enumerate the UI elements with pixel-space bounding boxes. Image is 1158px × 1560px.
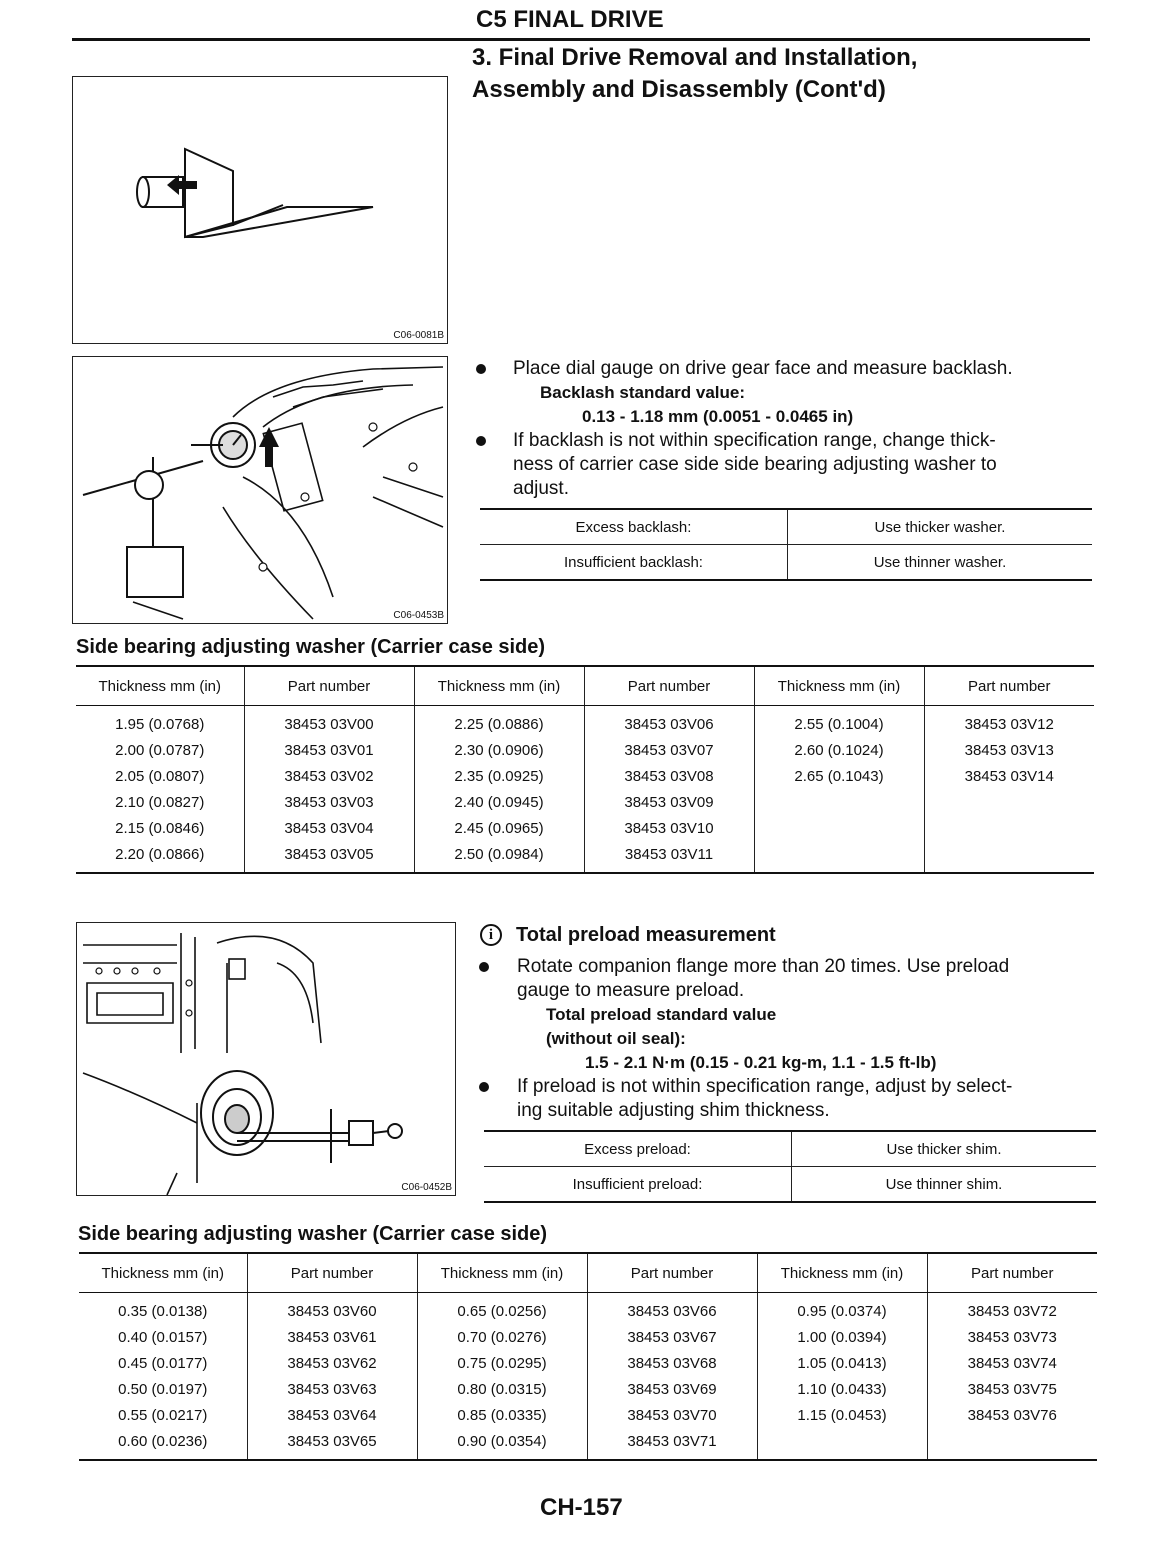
table-cell: 1.15 (0.0453) xyxy=(757,1402,927,1428)
table-cell xyxy=(757,1428,927,1460)
backlash-note xyxy=(513,429,997,501)
table-row xyxy=(484,1167,1096,1203)
table-cell: 38453 03V02 xyxy=(244,763,414,789)
table-row xyxy=(79,1428,1097,1460)
table-cell: 1.05 (0.0413) xyxy=(757,1350,927,1376)
table-cell: 38453 03V67 xyxy=(587,1324,757,1350)
preload-table xyxy=(484,1130,1096,1203)
table-cell: 38453 03V10 xyxy=(584,815,754,841)
column-header: Thickness mm (in) xyxy=(76,666,244,706)
table-cell: 38453 03V68 xyxy=(587,1350,757,1376)
table-cell: 2.20 (0.0866) xyxy=(76,841,244,873)
action-cell: Use thinner shim. xyxy=(792,1167,1097,1203)
table-cell: 0.55 (0.0217) xyxy=(118,1406,208,1424)
column-header: Part number xyxy=(927,1253,1097,1293)
table-cell: 38453 03V05 xyxy=(244,841,414,873)
washer-table-2 xyxy=(79,1252,1097,1461)
companion-flange-icon xyxy=(201,1071,273,1155)
preload-note-line2: ing suitable adjusting shim thickness. xyxy=(517,1100,830,1121)
table-cell: 38453 03V03 xyxy=(244,789,414,815)
table-cell: 0.35 (0.0138) xyxy=(118,1302,208,1320)
figure-preload-gauge xyxy=(76,922,456,1196)
table-row xyxy=(480,545,1092,581)
table-cell: 2.15 (0.0846) xyxy=(115,819,205,837)
table-cell: 0.80 (0.0315) xyxy=(417,1376,587,1402)
table-cell: 38453 03V11 xyxy=(584,841,754,873)
column-header: Thickness mm (in) xyxy=(417,1253,587,1293)
backlash-note-line1: If backlash is not within specification range, change thick- xyxy=(513,430,996,451)
table-header-row xyxy=(76,666,1094,706)
table-row xyxy=(76,763,1094,789)
table-row xyxy=(76,737,1094,763)
figure-code: C06-0453B xyxy=(393,610,444,621)
table-cell: 0.95 (0.0374) xyxy=(757,1293,927,1325)
table-cell: 0.65 (0.0256) xyxy=(417,1293,587,1325)
preload-std-label-line1: Total preload standard value xyxy=(546,1005,777,1024)
table-cell: 1.00 (0.0394) xyxy=(757,1324,927,1350)
table-cell: 0.40 (0.0157) xyxy=(118,1328,208,1346)
page-title-line2: Assembly and Disassembly (Cont'd) xyxy=(472,76,886,103)
column-header: Thickness mm (in) xyxy=(414,666,584,706)
bullet xyxy=(479,962,489,972)
action-cell: Use thicker shim. xyxy=(792,1131,1097,1167)
preload-instruction-line1: Rotate companion flange more than 20 times. Use preload xyxy=(517,956,1010,977)
table-cell: 38453 03V72 xyxy=(927,1293,1097,1325)
preload-note xyxy=(517,1075,1012,1123)
table-cell: 1.10 (0.0433) xyxy=(757,1376,927,1402)
page-number: CH-157 xyxy=(540,1494,623,1521)
table1-heading: Side bearing adjusting washer (Carrier case side) xyxy=(76,636,546,658)
table-cell: 2.50 (0.0984) xyxy=(414,841,584,873)
action-cell: Use thinner washer. xyxy=(788,545,1093,581)
condition-cell: Insufficient backlash: xyxy=(480,545,788,581)
table-cell: 38453 03V60 xyxy=(247,1293,417,1325)
table-cell: 2.55 (0.1004) xyxy=(754,706,924,738)
column-header: Part number xyxy=(584,666,754,706)
table-cell xyxy=(927,1428,1097,1460)
direction-diagram xyxy=(73,77,447,343)
backlash-note-line3: adjust. xyxy=(513,478,569,499)
table-cell: 38453 03V13 xyxy=(924,737,1094,763)
table-cell: 2.00 (0.0787) xyxy=(115,741,205,759)
preload-instruction-line2: gauge to measure preload. xyxy=(517,980,745,1001)
bullet xyxy=(476,436,486,446)
table-header-row xyxy=(79,1253,1097,1293)
table-cell: 38453 03V71 xyxy=(587,1428,757,1460)
page-title xyxy=(472,42,917,106)
table-cell: 38453 03V12 xyxy=(924,706,1094,738)
column-header: Thickness mm (in) xyxy=(754,666,924,706)
table-cell: 38453 03V61 xyxy=(247,1324,417,1350)
page-title-line1: 3. Final Drive Removal and Installation, xyxy=(472,44,918,71)
magnetic-base-icon xyxy=(83,445,223,597)
table-row xyxy=(484,1131,1096,1167)
table-cell: 38453 03V07 xyxy=(584,737,754,763)
table-row xyxy=(79,1376,1097,1402)
table-cell: 38453 03V62 xyxy=(247,1350,417,1376)
table-cell: 0.60 (0.0236) xyxy=(79,1428,247,1460)
preload-std-label xyxy=(546,1003,776,1051)
table-row xyxy=(76,789,1094,815)
preload-std-value: 1.5 - 2.1 N·m (0.15 - 0.21 kg-m, 1.1 - 1.5 ft-lb) xyxy=(585,1053,937,1072)
table-cell: 38453 03V08 xyxy=(584,763,754,789)
table-cell: 2.10 (0.0827) xyxy=(115,793,205,811)
table-cell xyxy=(754,789,924,815)
condition-cell: Insufficient preload: xyxy=(484,1167,792,1203)
bullet xyxy=(476,364,486,374)
header-rule xyxy=(72,38,1090,41)
table-row xyxy=(79,1293,1097,1325)
table-cell: 38453 03V63 xyxy=(247,1376,417,1402)
table-row xyxy=(79,1350,1097,1376)
backlash-std-label: Backlash standard value: xyxy=(540,383,746,402)
dial-gauge-illustration xyxy=(73,357,447,623)
table-cell: 2.60 (0.1024) xyxy=(754,737,924,763)
table-cell xyxy=(754,841,924,873)
preload-gauge-illustration xyxy=(77,923,455,1195)
table-cell: 38453 03V09 xyxy=(584,789,754,815)
table-cell: 2.30 (0.0906) xyxy=(414,737,584,763)
table-row xyxy=(76,841,1094,873)
table-cell: 0.45 (0.0177) xyxy=(118,1354,208,1372)
figure-code: C06-0452B xyxy=(401,1182,452,1193)
washer-table-1 xyxy=(76,665,1094,874)
condition-cell: Excess backlash: xyxy=(575,518,692,536)
table-cell: 0.75 (0.0295) xyxy=(417,1350,587,1376)
backlash-std-value: 0.13 - 1.18 mm (0.0051 - 0.0465 in) xyxy=(582,407,854,426)
preload-instruction xyxy=(517,955,1009,1003)
column-header: Part number xyxy=(587,1253,757,1293)
table-cell: 38453 03V65 xyxy=(247,1428,417,1460)
condition-cell: Excess preload: xyxy=(584,1140,691,1158)
action-cell: Use thicker washer. xyxy=(788,509,1093,545)
table-cell: 38453 03V74 xyxy=(927,1350,1097,1376)
figure-direction-schematic xyxy=(72,76,448,344)
info-circle-label: i xyxy=(488,927,494,943)
table-cell xyxy=(924,815,1094,841)
figure-code: C06-0081B xyxy=(393,330,444,341)
column-header: Part number xyxy=(247,1253,417,1293)
table-row xyxy=(79,1402,1097,1428)
table-cell: 38453 03V70 xyxy=(587,1402,757,1428)
table-cell xyxy=(924,841,1094,873)
section-title: C5 FINAL DRIVE xyxy=(476,6,664,33)
backlash-table xyxy=(480,508,1092,581)
table-cell: 0.50 (0.0197) xyxy=(118,1380,208,1398)
table-cell: 38453 03V76 xyxy=(927,1402,1097,1428)
backlash-instruction: Place dial gauge on drive gear face and measure backlash. xyxy=(513,358,1013,379)
preload-note-line1: If preload is not within specification range, adjust by select- xyxy=(517,1076,1013,1097)
table-cell: 2.05 (0.0807) xyxy=(115,767,205,785)
table-cell: 2.65 (0.1043) xyxy=(754,763,924,789)
preload-heading: Total preload measurement xyxy=(516,924,776,946)
table-cell: 2.40 (0.0945) xyxy=(414,789,584,815)
column-header: Thickness mm (in) xyxy=(757,1253,927,1293)
table-cell: 1.95 (0.0768) xyxy=(115,715,205,733)
table-row xyxy=(76,706,1094,738)
info-circle-icon xyxy=(480,924,502,946)
table-cell: 2.25 (0.0886) xyxy=(414,706,584,738)
table-cell: 38453 03V01 xyxy=(244,737,414,763)
bullet xyxy=(479,1082,489,1092)
column-header: Part number xyxy=(924,666,1094,706)
table-cell: 38453 03V66 xyxy=(587,1293,757,1325)
table-cell: 38453 03V00 xyxy=(244,706,414,738)
table-cell: 38453 03V06 xyxy=(584,706,754,738)
table-cell xyxy=(754,815,924,841)
table-row xyxy=(76,815,1094,841)
table-row xyxy=(79,1324,1097,1350)
table-cell: 38453 03V14 xyxy=(924,763,1094,789)
backlash-note-line2: ness of carrier case side side bearing adjusting washer to xyxy=(513,454,997,475)
table-cell: 0.85 (0.0335) xyxy=(417,1402,587,1428)
table-cell: 38453 03V64 xyxy=(247,1402,417,1428)
table-cell: 38453 03V75 xyxy=(927,1376,1097,1402)
table-cell: 2.35 (0.0925) xyxy=(414,763,584,789)
table-row xyxy=(480,509,1092,545)
column-header: Part number xyxy=(244,666,414,706)
column-header: Thickness mm (in) xyxy=(79,1253,247,1293)
table2-heading: Side bearing adjusting washer (Carrier case side) xyxy=(78,1223,548,1245)
figure-dial-gauge xyxy=(72,356,448,624)
table-cell: 0.70 (0.0276) xyxy=(417,1324,587,1350)
preload-std-label-line2: (without oil seal): xyxy=(546,1029,686,1048)
table-cell xyxy=(924,789,1094,815)
table-cell: 38453 03V04 xyxy=(244,815,414,841)
table-cell: 2.45 (0.0965) xyxy=(414,815,584,841)
table-cell: 38453 03V73 xyxy=(927,1324,1097,1350)
table-cell: 38453 03V69 xyxy=(587,1376,757,1402)
table-cell: 0.90 (0.0354) xyxy=(417,1428,587,1460)
